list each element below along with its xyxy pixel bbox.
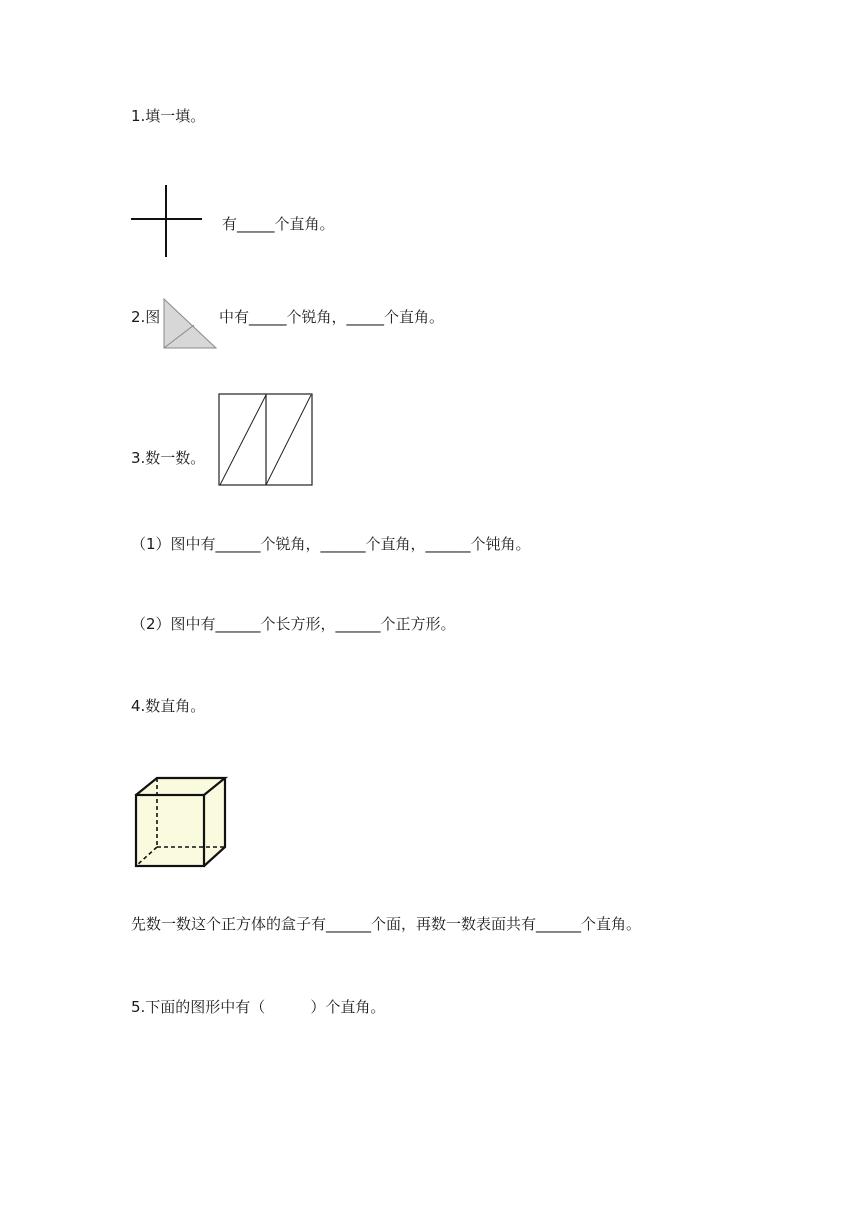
cube-figure	[130, 775, 230, 871]
q3-sub1: （1）图中有______个锐角，______个直角，______个钝角。	[131, 535, 531, 553]
q3-sub2: （2）图中有______个长方形，______个正方形。	[131, 615, 456, 633]
q3-title: 3.数一数。	[131, 449, 206, 467]
q4-title: 4.数直角。	[131, 697, 206, 715]
triangle-figure	[163, 298, 219, 350]
q1-title: 1.填一填。	[131, 107, 206, 125]
q5-title: 5.下面的图形中有（ ）个直角。	[131, 998, 386, 1016]
q2-blank-text: 中有_____个锐角，_____个直角。	[219, 308, 445, 326]
rectangles-figure	[218, 393, 314, 487]
cross-figure	[128, 185, 206, 257]
q1-blank-text: 有_____个直角。	[222, 215, 335, 233]
q4-text: 先数一数这个正方体的盒子有______个面，再数一数表面共有______个直角。	[131, 915, 642, 933]
q2-prefix: 2.图	[131, 308, 161, 326]
